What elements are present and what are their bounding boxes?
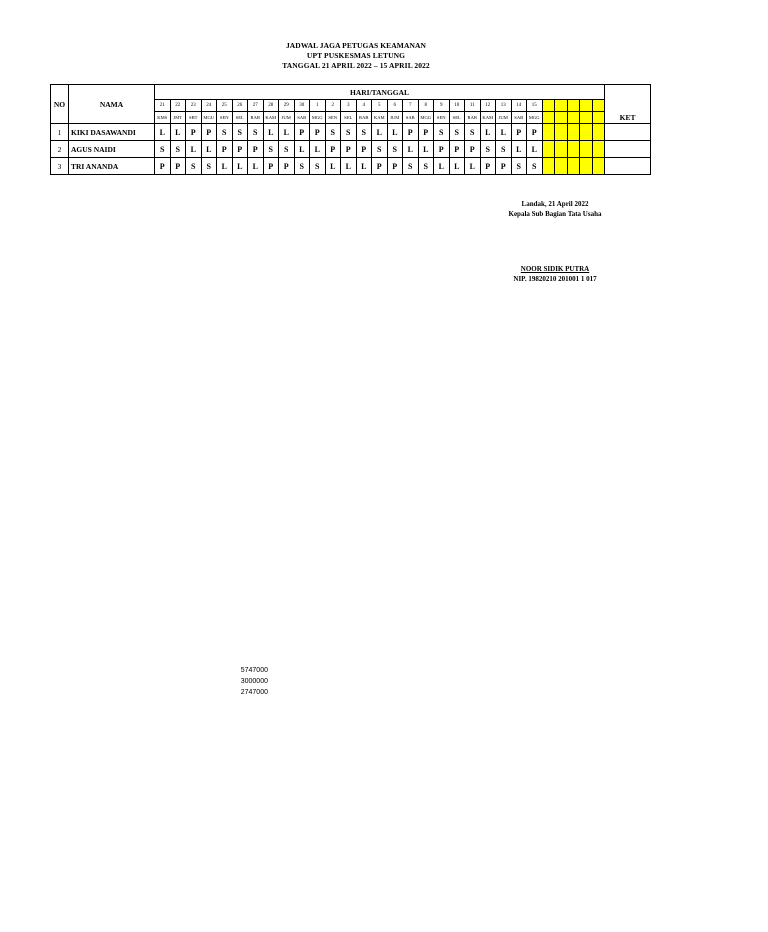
highlight-cell — [567, 112, 580, 124]
shift-cell: L — [279, 124, 295, 141]
shift-cell: S — [527, 158, 543, 175]
date-cell: 10 — [449, 100, 465, 112]
shift-cell: S — [155, 141, 171, 158]
shift-cell: S — [341, 124, 357, 141]
date-cell: 14 — [511, 100, 527, 112]
shift-cell: S — [294, 158, 310, 175]
shift-cell: L — [511, 141, 527, 158]
shift-cell: P — [527, 124, 543, 141]
shift-cell: S — [480, 141, 496, 158]
day-cell: MGU — [201, 112, 217, 124]
day-cell: JUM — [279, 112, 295, 124]
number-1: 5747000 — [240, 667, 268, 674]
shift-cell: S — [201, 158, 217, 175]
date-cell: 5 — [372, 100, 388, 112]
shift-cell: P — [465, 141, 481, 158]
title-line-3: TANGGAL 21 APRIL 2022 – 15 APRIL 2022 — [282, 61, 430, 70]
shift-cell: S — [217, 124, 233, 141]
shift-cell: P — [294, 124, 310, 141]
row-number: 2 — [51, 141, 69, 158]
shift-cell: P — [201, 124, 217, 141]
shift-cell: P — [341, 141, 357, 158]
shift-cell: P — [263, 158, 279, 175]
highlight-cell — [567, 124, 580, 141]
day-cell: KMS — [155, 112, 171, 124]
shift-cell: S — [449, 124, 465, 141]
day-cell: SEL — [232, 112, 248, 124]
highlight-cell — [580, 158, 593, 175]
shift-cell: L — [201, 141, 217, 158]
date-cell: 9 — [434, 100, 450, 112]
shift-cell: S — [310, 158, 326, 175]
shift-cell: L — [217, 158, 233, 175]
highlight-cell — [580, 112, 593, 124]
shift-cell: S — [434, 124, 450, 141]
staff-name: KIKI DASAWANDI — [69, 124, 155, 141]
highlight-cell — [592, 158, 605, 175]
shift-cell: L — [310, 141, 326, 158]
shift-cell: P — [310, 124, 326, 141]
highlight-cell — [542, 100, 555, 112]
number-3: 2747000 — [240, 689, 268, 696]
highlight-cell — [542, 112, 555, 124]
day-cell: JMT — [170, 112, 186, 124]
shift-cell: L — [294, 141, 310, 158]
document-title-block — [200, 41, 512, 71]
date-cell: 30 — [294, 100, 310, 112]
shift-cell: S — [372, 141, 388, 158]
shift-cell: S — [496, 141, 512, 158]
shift-cell: L — [387, 124, 403, 141]
shift-cell: S — [465, 124, 481, 141]
date-cell: 21 — [155, 100, 171, 112]
day-cell: SAB — [294, 112, 310, 124]
shift-cell: P — [511, 124, 527, 141]
day-cell: JUM — [496, 112, 512, 124]
day-cell: SEL — [449, 112, 465, 124]
shift-cell: P — [372, 158, 388, 175]
shift-cell: P — [170, 158, 186, 175]
title-line-2: UPT PUSKESMAS LETUNG — [306, 51, 406, 60]
day-cell: SAB — [403, 112, 419, 124]
shift-cell: L — [496, 124, 512, 141]
date-cell: 27 — [248, 100, 264, 112]
shift-cell: S — [325, 124, 341, 141]
signature-block — [470, 199, 640, 219]
date-cell: 1 — [310, 100, 326, 112]
shift-cell: L — [403, 141, 419, 158]
date-cell: 24 — [201, 100, 217, 112]
day-cell: SBT — [186, 112, 202, 124]
highlight-cell — [592, 112, 605, 124]
header-hari-tanggal: HARI/TANGGAL — [155, 85, 605, 100]
ket-cell — [605, 124, 651, 141]
shift-cell: S — [232, 124, 248, 141]
day-cell: SEN — [325, 112, 341, 124]
day-cell: RAB — [248, 112, 264, 124]
day-cell: SEN — [434, 112, 450, 124]
day-cell: JUM — [387, 112, 403, 124]
shift-cell: L — [155, 124, 171, 141]
date-cell: 13 — [496, 100, 512, 112]
highlight-cell — [555, 158, 568, 175]
day-cell: RAB — [465, 112, 481, 124]
header-nama: NAMA — [69, 85, 155, 124]
shift-cell: S — [403, 158, 419, 175]
shift-cell: S — [263, 141, 279, 158]
shift-cell: S — [356, 124, 372, 141]
header-ket: KET — [605, 85, 651, 124]
shift-cell: P — [232, 141, 248, 158]
shift-cell: L — [480, 124, 496, 141]
date-cell: 11 — [465, 100, 481, 112]
shift-cell: L — [434, 158, 450, 175]
number-2: 3000000 — [240, 678, 268, 685]
highlight-cell — [580, 100, 593, 112]
shift-cell: P — [449, 141, 465, 158]
day-cell: SAB — [511, 112, 527, 124]
signature-name: NOOR SIDIK PUTRA — [520, 265, 590, 273]
day-cell: KAM — [480, 112, 496, 124]
shift-cell: L — [248, 158, 264, 175]
highlight-cell — [592, 141, 605, 158]
shift-cell: P — [186, 124, 202, 141]
schedule-table — [50, 84, 651, 175]
highlight-cell — [542, 141, 555, 158]
shift-cell: L — [232, 158, 248, 175]
highlight-cell — [567, 100, 580, 112]
row-number: 3 — [51, 158, 69, 175]
shift-cell: L — [449, 158, 465, 175]
shift-cell: P — [387, 158, 403, 175]
date-cell: 25 — [217, 100, 233, 112]
date-cell: 28 — [263, 100, 279, 112]
date-cell: 7 — [403, 100, 419, 112]
shift-cell: P — [248, 141, 264, 158]
title-line-1: JADWAL JAGA PETUGAS KEAMANAN — [285, 41, 427, 50]
date-cell: 6 — [387, 100, 403, 112]
day-cell: MGG — [527, 112, 543, 124]
shift-cell: P — [217, 141, 233, 158]
shift-cell: L — [527, 141, 543, 158]
ket-cell — [605, 141, 651, 158]
shift-cell: L — [341, 158, 357, 175]
shift-cell: P — [155, 158, 171, 175]
date-cell: 22 — [170, 100, 186, 112]
highlight-cell — [580, 124, 593, 141]
day-cell: MGG — [310, 112, 326, 124]
shift-cell: P — [403, 124, 419, 141]
shift-cell: S — [279, 141, 295, 158]
shift-cell: L — [418, 141, 434, 158]
date-cell: 29 — [279, 100, 295, 112]
shift-cell: P — [356, 141, 372, 158]
shift-cell: S — [248, 124, 264, 141]
shift-cell: P — [434, 141, 450, 158]
date-cell: 15 — [527, 100, 543, 112]
day-cell: SEN — [217, 112, 233, 124]
shift-cell: P — [418, 124, 434, 141]
shift-cell: P — [496, 158, 512, 175]
table-row — [51, 124, 651, 141]
table-row — [51, 141, 651, 158]
day-cell: KAM — [372, 112, 388, 124]
table-row — [51, 158, 651, 175]
day-cell: RAB — [356, 112, 372, 124]
shift-cell: L — [356, 158, 372, 175]
day-cell: MGG — [418, 112, 434, 124]
date-cell: 2 — [325, 100, 341, 112]
highlight-cell — [555, 124, 568, 141]
shift-cell: L — [186, 141, 202, 158]
header-no: NO — [51, 85, 69, 124]
shift-cell: S — [511, 158, 527, 175]
date-cell: 4 — [356, 100, 372, 112]
shift-cell: L — [325, 158, 341, 175]
highlight-cell — [542, 158, 555, 175]
date-cell: 3 — [341, 100, 357, 112]
highlight-cell — [555, 100, 568, 112]
highlight-cell — [592, 100, 605, 112]
highlight-cell — [580, 141, 593, 158]
date-cell: 23 — [186, 100, 202, 112]
numbers-block — [228, 665, 268, 698]
shift-cell: L — [170, 124, 186, 141]
shift-cell: S — [170, 141, 186, 158]
highlight-cell — [567, 141, 580, 158]
day-cell: SEL — [341, 112, 357, 124]
highlight-cell — [555, 112, 568, 124]
shift-cell: L — [372, 124, 388, 141]
highlight-cell — [567, 158, 580, 175]
highlight-cell — [555, 141, 568, 158]
staff-name: TRI ANANDA — [69, 158, 155, 175]
day-cell: KAM — [263, 112, 279, 124]
shift-cell: S — [186, 158, 202, 175]
shift-cell: L — [465, 158, 481, 175]
signature-nip: NIP. 19820210 201001 1 017 — [513, 275, 597, 283]
shift-cell: S — [387, 141, 403, 158]
ket-cell — [605, 158, 651, 175]
date-cell: 26 — [232, 100, 248, 112]
staff-name: AGUS NAIDI — [69, 141, 155, 158]
date-cell: 12 — [480, 100, 496, 112]
shift-cell: L — [263, 124, 279, 141]
highlight-cell — [542, 124, 555, 141]
signature-position: Kepala Sub Bagian Tata Usaha — [508, 210, 602, 218]
signature-place-date: Landak, 21 April 2022 — [521, 200, 589, 208]
shift-cell: P — [279, 158, 295, 175]
shift-cell: P — [480, 158, 496, 175]
shift-cell: S — [418, 158, 434, 175]
highlight-cell — [592, 124, 605, 141]
signature-name-block — [470, 264, 640, 284]
date-cell: 8 — [418, 100, 434, 112]
shift-cell: P — [325, 141, 341, 158]
row-number: 1 — [51, 124, 69, 141]
